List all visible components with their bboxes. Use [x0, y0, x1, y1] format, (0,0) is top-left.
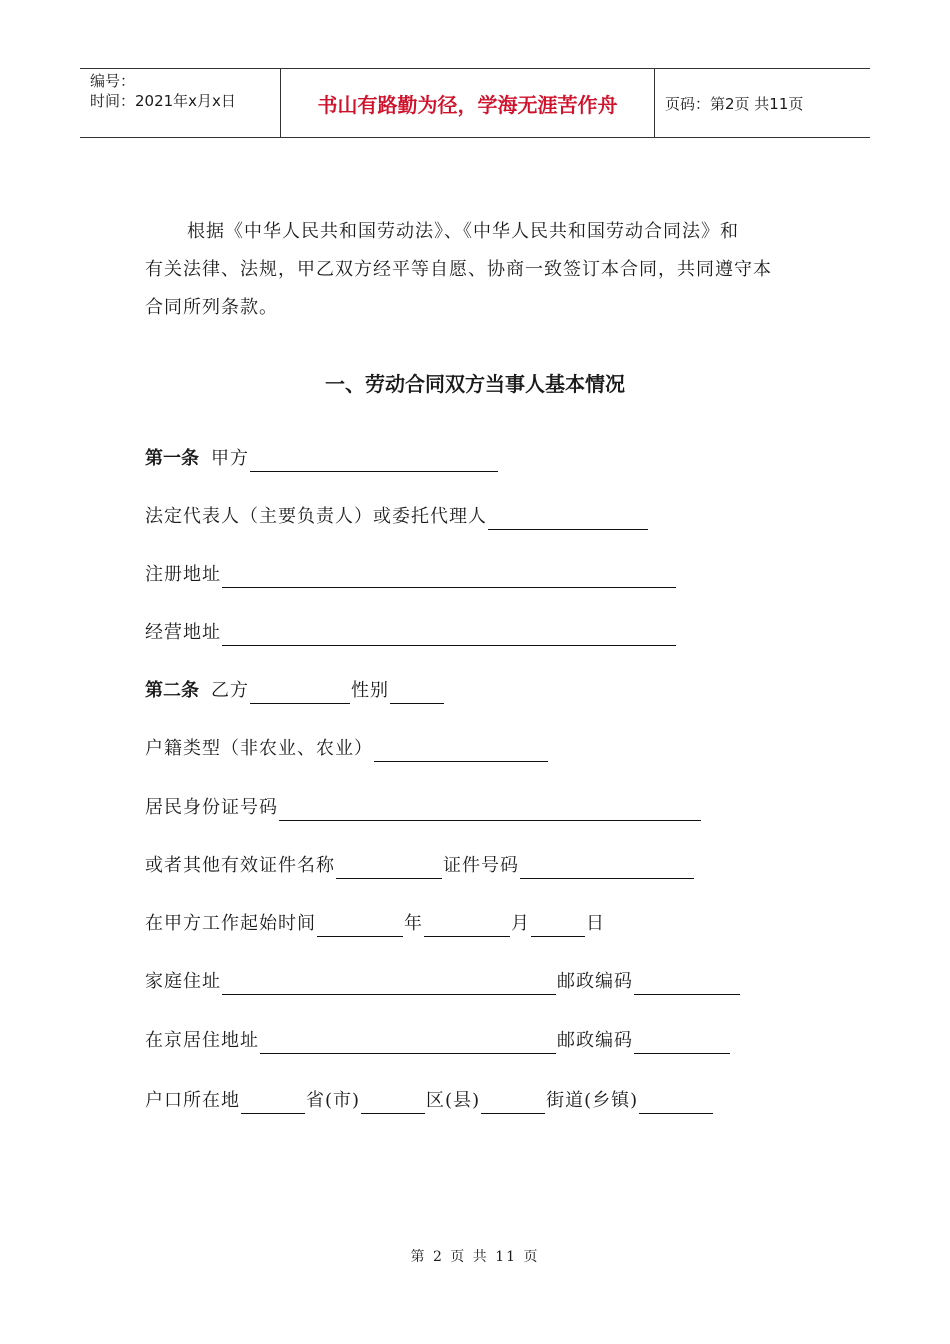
bj-address-blank[interactable]: [260, 1033, 556, 1054]
home-address-label: 家庭住址: [145, 971, 221, 992]
cert-number-label: 证件号码: [443, 855, 519, 876]
other-cert-label: 或者其他有效证件名称: [145, 855, 335, 876]
party-b-blank[interactable]: [250, 683, 350, 704]
bj-address-label: 在京居住地址: [145, 1030, 259, 1051]
article-1-label: 第一条: [145, 448, 199, 469]
start-day-blank[interactable]: [531, 916, 585, 937]
row-reg-address: [145, 562, 677, 588]
hukou-label: 户口所在地: [145, 1090, 240, 1111]
date-label: 时间：2021年x月x日: [90, 92, 236, 110]
header-page-info: 页码：第2页 共11页: [665, 94, 804, 113]
row-bj-address: [145, 1028, 731, 1054]
intro-line-3: 合同所列条款。: [145, 297, 278, 318]
party-b-label: 乙方: [211, 680, 249, 701]
row-home-address: [145, 969, 741, 995]
cert-number-blank[interactable]: [520, 858, 694, 879]
intro-paragraph: [145, 213, 805, 327]
section-title: 一、劳动合同双方当事人基本情况: [325, 372, 625, 396]
gender-blank[interactable]: [390, 683, 444, 704]
postcode2-blank[interactable]: [634, 1033, 730, 1054]
postcode2-label: 邮政编码: [557, 1030, 633, 1051]
intro-line-2: 有关法律、法规，甲乙双方经平等自愿、协商一致签订本合同，共同遵守本: [145, 259, 772, 280]
other-cert-blank[interactable]: [336, 858, 442, 879]
header-motto: 书山有路勤为径，学海无涯苦作舟: [281, 69, 655, 137]
header-meta: [80, 69, 281, 137]
row-biz-address: [145, 620, 677, 646]
biz-address-blank[interactable]: [222, 625, 676, 646]
row-id-number: [145, 795, 702, 821]
street-label: 街道(乡镇): [546, 1090, 639, 1111]
start-time-label: 在甲方工作起始时间: [145, 913, 316, 934]
street-blank[interactable]: [481, 1093, 545, 1114]
street-name-blank[interactable]: [639, 1093, 713, 1114]
month-label: 月: [511, 913, 530, 934]
day-label: 日: [586, 913, 605, 934]
year-label: 年: [404, 913, 423, 934]
biz-address-label: 经营地址: [145, 622, 221, 643]
home-address-blank[interactable]: [222, 974, 556, 995]
legal-rep-label: 法定代表人（主要负责人）或委托代理人: [145, 506, 487, 527]
household-type-label: 户籍类型（非农业、农业）: [145, 738, 373, 759]
page-footer: 第 2 页 共 11 页: [410, 1249, 540, 1265]
start-month-blank[interactable]: [424, 916, 510, 937]
province-label: 省(市): [306, 1090, 361, 1111]
district-label: 区(县): [426, 1090, 481, 1111]
row-other-cert: [145, 853, 695, 879]
reg-address-label: 注册地址: [145, 564, 221, 585]
row-party-a: [145, 446, 499, 472]
gender-label: 性别: [351, 680, 389, 701]
legal-rep-blank[interactable]: [488, 509, 648, 530]
reg-address-blank[interactable]: [222, 567, 676, 588]
row-party-b: [145, 678, 445, 704]
party-a-blank[interactable]: [250, 451, 498, 472]
district-blank[interactable]: [361, 1093, 425, 1114]
row-legal-rep: [145, 504, 649, 530]
party-a-label: 甲方: [211, 448, 249, 469]
postcode-label: 邮政编码: [557, 971, 633, 992]
row-start-time: [145, 911, 605, 937]
number-label: 编号：: [90, 72, 136, 90]
id-number-label: 居民身份证号码: [145, 797, 278, 818]
postcode-blank[interactable]: [634, 974, 740, 995]
id-number-blank[interactable]: [279, 800, 701, 821]
household-type-blank[interactable]: [374, 741, 548, 762]
row-household-type: [145, 736, 549, 762]
article-2-label: 第二条: [145, 680, 199, 701]
page-header: [80, 68, 870, 138]
start-year-blank[interactable]: [317, 916, 403, 937]
row-hukou: [145, 1088, 714, 1114]
province-blank[interactable]: [241, 1093, 305, 1114]
intro-line-1: 根据《中华人民共和国劳动法》、《中华人民共和国劳动合同法》和: [187, 221, 739, 242]
